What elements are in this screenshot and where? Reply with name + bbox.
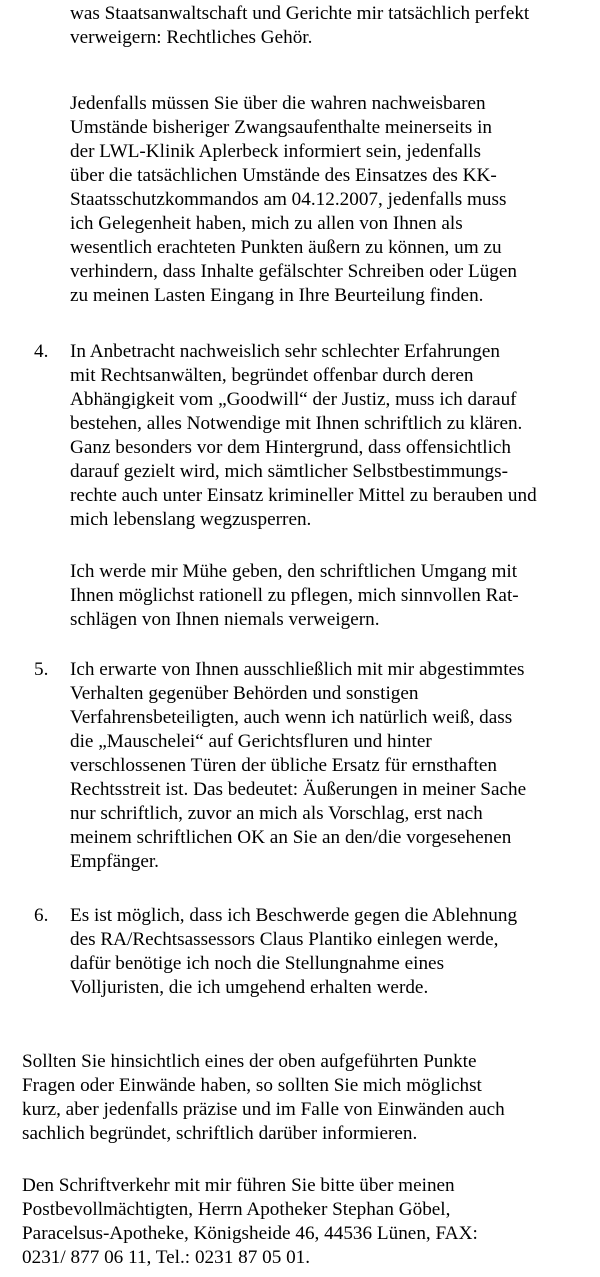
text-line: Jedenfalls müssen Sie über die wahren nachweisbaren [70,93,486,114]
text-line: Ich werde mir Mühe geben, den schriftlichen Umgang mit [70,561,518,582]
text-line: Empfänger. [70,851,159,872]
text-line: Es ist möglich, dass ich Beschwerde gegen die Ablehnung [70,905,518,926]
list-number: 6. [34,905,49,926]
list-number: 4. [34,341,49,362]
text-line: Verfahrensbeteiligten, auch wenn ich natürlich weiß, dass [70,707,513,728]
text-line: über die tatsächlichen Umstände des Einsatzes des KK- [70,165,497,186]
text-line: verweigern: Rechtliches Gehör. [70,27,313,48]
text-line: der LWL-Klinik Aplerbeck informiert sein, jedenfalls [70,141,481,162]
text-line: In Anbetracht nachweislich sehr schlechter Erfahrungen [70,341,500,362]
text-line: Ich erwarte von Ihnen ausschließlich mit mir abgestimmtes [70,659,525,680]
text-line: Den Schriftverkehr mit mir führen Sie bitte über meinen [22,1175,455,1196]
text-line: Verhalten gegenüber Behörden und sonstigen [70,683,419,704]
text-line: mit Rechtsanwälten, begründet offenbar durch deren [70,365,474,386]
text-line: Fragen oder Einwände haben, so sollten Sie mich möglichst [22,1075,482,1096]
text-line: darauf gezielt wird, mich sämtlicher Selbstbestimmungs- [70,461,509,482]
text-line: was Staatsanwaltschaft und Gerichte mir tatsächlich perfekt [70,3,530,24]
text-line: Volljuristen, die ich umgehend erhalten werde. [70,977,429,998]
text-line: 0231/ 877 06 11, Tel.: 0231 87 05 01. [22,1247,311,1268]
text-line: Postbevollmächtigten, Herrn Apotheker Stephan Göbel, [22,1199,451,1220]
text-line: Abhängigkeit vom „Goodwill“ der Justiz, muss ich darauf [70,389,517,410]
text-line: wesentlich erachteten Punkten äußern zu können, um zu [70,237,502,258]
list-number: 5. [34,659,49,680]
text-line: sachlich begründet, schriftlich darüber informieren. [22,1123,418,1144]
text-line: verschlossenen Türen der übliche Ersatz für ernsthaften [70,755,497,776]
text-line: Staatsschutzkommandos am 04.12.2007, jedenfalls muss [70,189,507,210]
text-line: dafür benötige ich noch die Stellungnahme eines [70,953,445,974]
text-line: Umstände bisheriger Zwangsaufenthalte meinerseits in [70,117,492,138]
text-line: Paracelsus-Apotheke, Königsheide 46, 44536 Lünen, FAX: [22,1223,478,1244]
text-line: mich lebenslang wegzusperren. [70,509,312,530]
text-line: verhindern, dass Inhalte gefälschter Schreiben oder Lügen [70,261,517,282]
text-line: die „Mauschelei“ auf Gerichtsfluren und hinter [70,731,432,752]
text-line: kurz, aber jedenfalls präzise und im Falle von Einwänden auch [22,1099,505,1120]
text-line: Rechtsstreit ist. Das bedeutet: Äußerungen in meiner Sache [70,779,527,800]
text-line: bestehen, alles Notwendige mit Ihnen schriftlich zu klären. [70,413,523,434]
text-line: schlägen von Ihnen niemals verweigern. [70,609,380,630]
text-line: Sollten Sie hinsichtlich eines der oben aufgeführten Punkte [22,1051,477,1072]
text-line: ich Gelegenheit haben, mich zu allen von Ihnen als [70,213,463,234]
text-line: zu meinen Lasten Eingang in Ihre Beurteilung finden. [70,285,484,306]
text-line: rechte auch unter Einsatz krimineller Mittel zu berauben und [70,485,537,506]
text-line: Ganz besonders vor dem Hintergrund, dass offensichtlich [70,437,512,458]
text-line: nur schriftlich, zuvor an mich als Vorschlag, erst nach [70,803,483,824]
text-line: Ihnen möglichst rationell zu pflegen, mich sinnvollen Rat- [70,585,519,606]
text-line: des RA/Rechtsassessors Claus Plantiko einlegen werde, [70,929,499,950]
text-line: meinem schriftlichen OK an Sie an den/die vorgesehenen [70,827,512,848]
